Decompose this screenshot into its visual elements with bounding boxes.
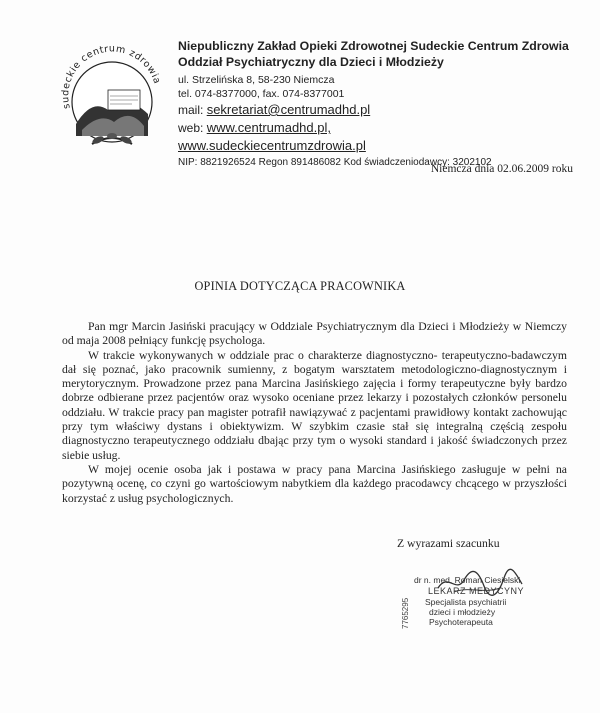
web-label: web: [178, 121, 204, 135]
web-link-sudeckiecentrumzdrowia[interactable]: www.sudeckiecentrumzdrowia.pl [178, 138, 366, 153]
organization-name: Niepubliczny Zakład Opieki Zdrowotnej Sudeckie Centrum Zdrowia [178, 39, 569, 53]
address: ul. Strzelińska 8, 58-230 Niemcza [178, 74, 335, 86]
organization-header [178, 38, 569, 169]
paragraph-conclusion: W mojej ocenie osoba jak i postawa w pracy pana Marcina Jasińskiego zasługuje w pełni na pozytywną ocenę, co czyni go wartościowym nabytkiem dla każdego pracodawcy chcącego w przyszłości korzystać z usług psychologicznych. [62, 462, 567, 505]
stamp-profession: LEKARZ MEDYCYNY [428, 586, 525, 596]
sudeckie-centrum-zdrowia-logo [52, 40, 172, 160]
closing-phrase: Z wyrazami szacunku [397, 537, 500, 550]
document-title: OPINIA DOTYCZĄCA PRACOWNIKA [194, 279, 406, 293]
department-name: Oddział Psychiatryczny dla Dzieci i Młodzieży [178, 55, 444, 69]
stamp-registration-number: 7765295 [401, 597, 410, 629]
web-line [178, 119, 569, 137]
stamp-psychotherapist: Psychoterapeuta [429, 617, 493, 627]
email-link[interactable]: sekretariat@centrumadhd.pl [206, 102, 371, 117]
paragraph-intro: Pan mgr Marcin Jasiński pracujący w Oddziale Psychiatrycznym dla Dzieci i Młodzieży w Niemczy od maja 2008 pełniący funkcję psychologa. [62, 320, 567, 348]
nip-regon-line: NIP: 8821926524 Regon 891486082 Kod świadczeniodawcy: 3202102 [178, 157, 492, 168]
stamp-specialty: Specjalista psychiatrii [425, 597, 507, 607]
stamp-specialty-scope: dzieci i młodzieży [429, 607, 496, 617]
phone-fax: tel. 074-8377000, fax. 074-8377001 [178, 88, 345, 100]
letter-body [62, 320, 567, 506]
place-date: Niemcza dnia 02.06.2009 roku [430, 163, 573, 175]
email-line [178, 101, 569, 119]
stamp-doctor-name: dr n. med. Roman Ciesielski [414, 575, 521, 585]
doctor-stamp [398, 573, 568, 633]
logo-arc-text: sudeckie centrum zdrowia [60, 43, 163, 110]
paragraph-assessment: W trakcie wykonywanych w oddziale prac o charakterze diagnostyczno- terapeutyczno-badawczym dał się poznać, jako pracownik sumienny, z bogatym warsztatem metodologiczno-diagnostycznym i merytorycznym. Prowadzone przez pana Marcina Jasińskiego zajęcia i formy terapeutyczne były bardzo dobrze odbierane przez pacjentów oraz wysoko oceniane przez lekarzy i pozostałych członków personelu oddziału. W trakcie pracy pan magister potrafił nawiązywać z pacjentami prawidłowy kontakt zachowując przy tym właściwy dystans i obiektywizm. W szybkim czasie stał się integralną częścią zespołu diagnostyczno terapeutycznego oddziału dbając przy tym o wysoki standard i jakość świadczonych przez siebie usług. [62, 348, 567, 462]
web-link-centrumadhd[interactable]: www.centrumadhd.pl, [206, 120, 331, 135]
email-label: mail: [178, 103, 204, 117]
